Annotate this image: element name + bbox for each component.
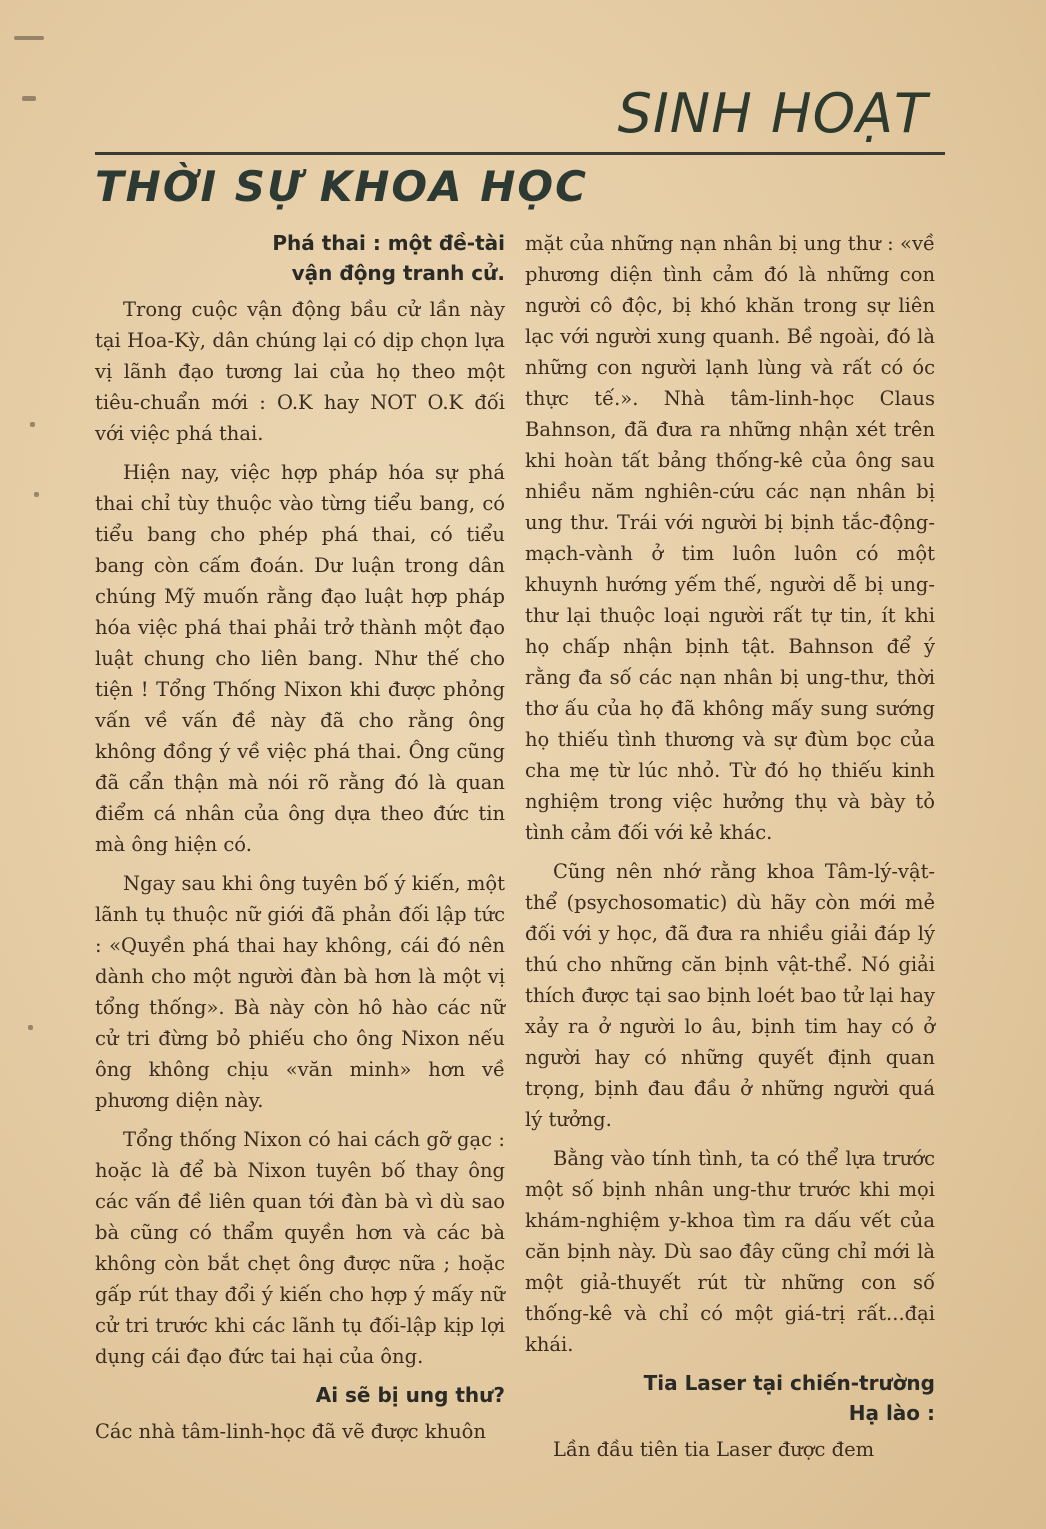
header-rule [95,152,945,155]
paragraph: Tổng thống Nixon có hai cách gỡ gạc : hoặc là để bà Nixon tuyên bố thay ông các vấn đề liên quan tới đàn bà vì dù sao bà cũng có thẩm quyền hơn và các bà không còn bắt chẹt ông được nữa ; hoặc gấp rút thay đổi ý kiến cho hợp ý mấy nữ cử tri trước khi các lãnh tụ đối-lập kịp lợi dụng cái đạo đức tai hại của ông. [95,1128,505,1368]
left-column [95,228,505,1455]
paragraph: Bằng vào tính tình, ta có thể lựa trước một số bịnh nhân ung-thư trước khi mọi khám-nghiệm y-khoa tìm ra dấu vết của căn bịnh này. Dù sao đây cũng chỉ mới là một giả-thuyết rút từ những con số thống-kê và chỉ có một giá-trị rất...đại khái. [525,1147,935,1356]
paragraph: Cũng nên nhớ rằng khoa Tâm-lý-vật-thể (psychosomatic) dù hãy còn mới mẻ đối với y học, đã đưa ra nhiều giải đáp lý thú cho những căn bịnh vật-thể. Nó giải thích được tại sao bịnh loét bao tử lại hay xảy ra ở người lo âu, bịnh tim hay có ở người hay có những quyết định quan trọng, bịnh đau đầu ở những người quá lý tưởng. [525,860,935,1131]
page-speck [30,422,35,427]
article-heading-laser [525,1368,935,1428]
article-heading-abortion [95,228,505,288]
heading-line: Ai sẽ bị ung thư? [315,1383,505,1407]
paragraph: Lần đầu tiên tia Laser được đem [553,1438,875,1461]
heading-line: vận động tranh cử. [291,261,505,285]
page-title: THỜI SỰ KHOA HỌC [95,162,588,211]
paragraph: Ngay sau khi ông tuyên bố ý kiến, một lãnh tụ thuộc nữ giới đã phản đối lập tức : «Quyền phá thai hay không, cái đó nên dành cho một người đàn bà hơn là một vị tổng thống». Bà này còn hô hào các nữ cử tri đừng bỏ phiếu cho ông Nixon nếu ông không chịu «văn minh» hơn về phương diện này. [95,872,505,1112]
paragraph: Hiện nay, việc hợp pháp hóa sự phá thai chỉ tùy thuộc vào từng tiểu bang, có tiểu bang cho phép phá thai, có tiểu bang còn cấm đoán. Dư luận trong dân chúng Mỹ muốn rằng đạo luật hợp pháp hóa việc phá thai phải trở thành một đạo luật chung cho liên bang. Như thế cho tiện ! Tổng Thống Nixon khi được phỏng vấn về vấn đề này đã cho rằng ông không đồng ý về việc phá thai. Ông cũng đã cẩn thận mà nói rõ rằng đó là quan điểm cá nhân của ông dựa theo đức tin mà ông hiện có. [95,461,505,856]
paragraph: mặt của những nạn nhân bị ung thư : «về phương diện tình cảm đó là những con người cô độc, bị khó khăn trong sự liên lạc với người xung quanh. Bề ngoài, đó là những con người lạnh lùng và rất có óc thực tế.». Nhà tâm-linh-học Claus Bahnson, đã đưa ra những nhận xét trên khi hoàn tất bảng thống-kê của ông sau nhiều năm nghiên-cứu các nạn nhân bị ung thư. Trái với người bị bịnh tắc-động-mạch-vành ở tim luôn luôn có một khuynh hướng yếm thế, người dễ bị ung-thư lại thuộc loại người rất tự tin, ít khi họ chấp nhận bịnh tật. Bahnson để ý rằng đa số các nạn nhân bị ung-thư, thời thơ ấu của họ đã không mấy sung sướng họ thiếu tình thương và sự đùm bọc của cha mẹ từ lúc nhỏ. Từ đó họ thiếu kinh nghiệm trong việc hưởng thụ và bày tỏ tình cảm đối với kẻ khác. [525,232,935,844]
heading-line: Phá thai : một đề-tài [272,231,505,255]
page-speck [22,96,36,101]
page-speck [34,492,39,497]
paragraph: Trong cuộc vận động bầu cử lần này tại Hoa-Kỳ, dân chúng lại có dịp chọn lựa vị lãnh đạo tương lai của họ theo một tiêu-chuẩn mới : O.K hay NOT O.K đối với việc phá thai. [95,298,505,445]
heading-line: Hạ lào : [848,1401,935,1425]
page-speck [28,1025,33,1030]
right-column [525,228,935,1473]
page-speck [14,36,44,40]
paragraph: Các nhà tâm-linh-học đã vẽ được khuôn [95,1420,486,1443]
section-label: SINH HOẠT [617,82,928,145]
article-heading-cancer [95,1380,505,1410]
heading-line: Tia Laser tại chiến-trường [643,1371,935,1395]
